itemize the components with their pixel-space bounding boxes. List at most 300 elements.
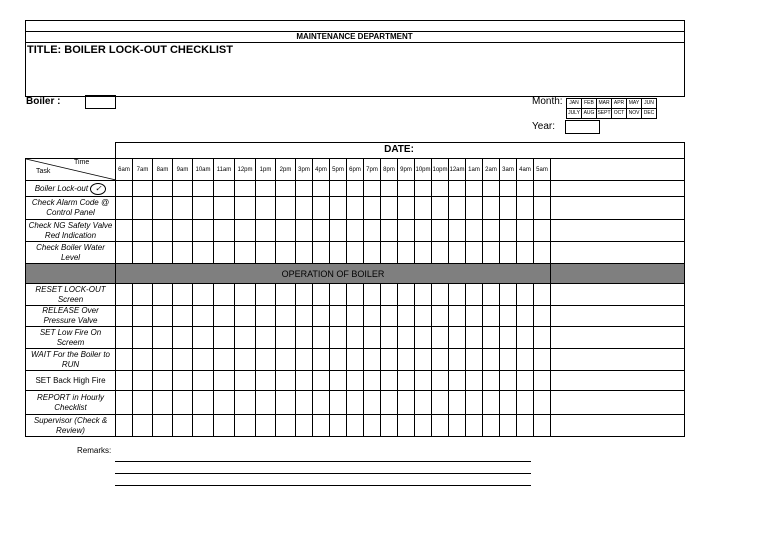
check-cell[interactable] [364,391,381,415]
remarks-line[interactable] [115,461,531,462]
remarks-label: Remarks: [77,446,112,455]
check-cell[interactable] [364,197,381,220]
check-cell[interactable] [432,415,449,437]
check-cell[interactable] [116,220,133,242]
check-cell[interactable] [500,242,517,264]
month-option[interactable]: JULY [567,109,582,119]
check-cell[interactable] [500,415,517,437]
check-cell[interactable] [153,415,173,437]
check-cell[interactable] [483,327,500,349]
remarks-line[interactable] [115,485,531,486]
check-cell[interactable] [551,349,685,371]
check-cell[interactable] [173,197,193,220]
time-header-row [26,159,685,181]
check-cell[interactable] [313,220,330,242]
check-cell[interactable] [551,181,685,197]
check-cell[interactable] [235,220,256,242]
check-cell[interactable] [364,371,381,391]
check-cell[interactable] [214,349,235,371]
check-cell[interactable] [235,415,256,437]
check-cell[interactable] [193,242,214,264]
check-cell[interactable] [500,327,517,349]
check-cell[interactable] [517,181,534,197]
check-cell[interactable] [415,242,432,264]
check-cell[interactable] [551,371,685,391]
check-cell[interactable] [398,181,415,197]
check-cell[interactable] [276,284,296,306]
check-cell[interactable] [313,197,330,220]
check-cell[interactable] [276,391,296,415]
check-cell[interactable] [235,391,256,415]
check-cell[interactable] [398,415,415,437]
check-cell[interactable] [116,327,133,349]
check-cell[interactable] [347,371,364,391]
check-cell[interactable] [256,181,276,197]
time-label: Time [74,159,90,166]
check-cell[interactable] [415,391,432,415]
check-cell[interactable] [398,391,415,415]
remarks-line[interactable] [115,473,531,474]
check-cell[interactable] [313,242,330,264]
check-cell[interactable] [313,327,330,349]
check-cell[interactable] [500,306,517,327]
check-cell[interactable] [483,391,500,415]
check-cell[interactable] [517,391,534,415]
check-cell[interactable] [153,327,173,349]
check-cell[interactable] [551,391,685,415]
check-cell[interactable] [296,284,313,306]
check-cell[interactable] [432,181,449,197]
check-cell[interactable] [432,391,449,415]
check-cell[interactable] [483,415,500,437]
task-row [26,327,685,349]
check-cell[interactable] [296,197,313,220]
check-cell[interactable] [500,371,517,391]
check-cell[interactable] [276,371,296,391]
check-cell[interactable] [330,220,347,242]
check-cell[interactable] [449,220,466,242]
check-cell[interactable] [256,371,276,391]
check-cell[interactable] [432,306,449,327]
check-cell[interactable] [116,371,133,391]
check-cell[interactable] [256,349,276,371]
check-cell[interactable] [381,371,398,391]
check-cell[interactable] [256,306,276,327]
year-input[interactable] [565,120,600,134]
check-cell[interactable] [483,181,500,197]
check-cell[interactable] [313,284,330,306]
check-cell[interactable] [214,415,235,437]
check-cell[interactable] [330,391,347,415]
check-cell[interactable] [256,415,276,437]
check-cell[interactable] [415,284,432,306]
check-cell[interactable] [449,306,466,327]
check-cell[interactable] [235,242,256,264]
check-cell[interactable] [173,415,193,437]
month-option[interactable]: FEB [582,99,597,109]
check-cell[interactable] [330,306,347,327]
check-cell[interactable] [347,181,364,197]
check-cell[interactable] [116,242,133,264]
check-cell[interactable] [364,242,381,264]
check-cell[interactable] [500,181,517,197]
check-cell[interactable] [133,371,153,391]
check-cell[interactable] [449,284,466,306]
check-cell[interactable] [193,415,214,437]
month-option[interactable]: SEPT [597,109,612,119]
check-cell[interactable] [551,327,685,349]
check-cell[interactable] [551,220,685,242]
check-cell[interactable] [347,220,364,242]
check-cell[interactable] [153,371,173,391]
check-cell[interactable] [466,181,483,197]
check-cell[interactable] [133,306,153,327]
check-cell[interactable] [116,306,133,327]
check-cell[interactable] [313,371,330,391]
check-cell[interactable] [432,284,449,306]
check-cell[interactable] [153,306,173,327]
check-cell[interactable] [483,371,500,391]
check-cell[interactable] [214,284,235,306]
check-cell[interactable] [517,415,534,437]
check-cell[interactable] [517,327,534,349]
check-cell[interactable] [153,284,173,306]
check-cell[interactable] [116,284,133,306]
check-cell[interactable] [381,349,398,371]
check-cell[interactable] [534,327,551,349]
month-option[interactable]: MAY [627,99,642,109]
check-cell[interactable] [534,242,551,264]
check-cell[interactable] [193,327,214,349]
check-cell[interactable] [466,349,483,371]
check-cell[interactable] [551,284,685,306]
check-cell[interactable] [449,415,466,437]
check-cell[interactable] [347,306,364,327]
check-cell[interactable] [432,371,449,391]
check-cell[interactable] [432,242,449,264]
time-task-corner [26,159,116,181]
check-cell[interactable] [534,391,551,415]
check-cell[interactable] [347,242,364,264]
check-cell[interactable] [153,242,173,264]
check-cell[interactable] [296,181,313,197]
check-cell[interactable] [313,349,330,371]
check-cell[interactable] [116,349,133,371]
check-cell[interactable] [534,284,551,306]
check-cell[interactable] [276,327,296,349]
check-cell[interactable] [415,415,432,437]
check-cell[interactable] [214,242,235,264]
check-cell[interactable] [173,242,193,264]
check-cell[interactable] [347,391,364,415]
check-cell[interactable] [466,220,483,242]
check-cell[interactable] [296,220,313,242]
check-cell[interactable] [432,197,449,220]
check-cell[interactable] [466,242,483,264]
check-cell[interactable] [153,181,173,197]
check-cell[interactable] [551,197,685,220]
check-cell[interactable] [235,371,256,391]
check-cell[interactable] [296,327,313,349]
check-cell[interactable] [381,415,398,437]
check-cell[interactable] [313,181,330,197]
check-cell[interactable] [347,284,364,306]
check-cell[interactable] [133,349,153,371]
check-cell[interactable] [381,284,398,306]
check-cell[interactable] [449,327,466,349]
check-cell[interactable] [381,181,398,197]
check-cell[interactable] [449,197,466,220]
check-cell[interactable] [466,391,483,415]
check-cell[interactable] [133,181,153,197]
check-cell[interactable] [398,306,415,327]
check-cell[interactable] [256,197,276,220]
check-cell[interactable] [364,306,381,327]
check-cell[interactable] [415,181,432,197]
check-cell[interactable] [398,220,415,242]
check-cell[interactable] [296,391,313,415]
check-cell[interactable] [173,391,193,415]
check-cell[interactable] [517,371,534,391]
check-cell[interactable] [347,197,364,220]
month-option[interactable]: DEC [642,109,657,119]
check-cell[interactable] [483,220,500,242]
check-cell[interactable] [256,391,276,415]
check-cell[interactable] [500,197,517,220]
check-cell[interactable] [214,306,235,327]
check-cell[interactable] [214,197,235,220]
check-cell[interactable] [534,371,551,391]
check-cell[interactable] [133,284,153,306]
check-cell[interactable] [449,371,466,391]
check-cell[interactable] [173,306,193,327]
check-cell[interactable] [193,391,214,415]
check-cell[interactable] [235,306,256,327]
month-option[interactable]: AUG [582,109,597,119]
check-cell[interactable] [235,284,256,306]
check-cell[interactable] [313,306,330,327]
check-cell[interactable] [256,220,276,242]
check-cell[interactable] [534,181,551,197]
check-cell[interactable] [330,284,347,306]
check-cell[interactable] [364,220,381,242]
check-cell[interactable] [483,306,500,327]
check-cell[interactable] [235,327,256,349]
check-cell[interactable] [432,220,449,242]
check-cell[interactable] [133,197,153,220]
check-cell[interactable] [276,242,296,264]
check-cell[interactable] [173,349,193,371]
check-cell[interactable] [364,415,381,437]
check-cell[interactable] [193,181,214,197]
check-cell[interactable] [153,220,173,242]
check-cell[interactable] [398,327,415,349]
check-cell[interactable] [483,284,500,306]
check-cell[interactable] [330,327,347,349]
month-option[interactable]: APR [612,99,627,109]
task-label: Supervisor (Check & Review) [33,415,108,435]
check-cell[interactable] [517,349,534,371]
check-cell[interactable] [398,349,415,371]
check-cell[interactable] [276,306,296,327]
task-cell [26,220,116,242]
check-cell[interactable] [116,415,133,437]
check-cell[interactable] [415,197,432,220]
check-cell[interactable] [449,242,466,264]
check-cell[interactable] [133,242,153,264]
check-cell[interactable] [364,327,381,349]
check-cell[interactable] [517,284,534,306]
check-cell[interactable] [381,391,398,415]
check-cell[interactable] [347,327,364,349]
check-cell[interactable] [133,220,153,242]
check-cell[interactable] [193,371,214,391]
check-cell[interactable] [235,181,256,197]
check-cell[interactable] [116,197,133,220]
check-cell[interactable] [534,306,551,327]
check-cell[interactable] [193,349,214,371]
check-cell[interactable] [193,197,214,220]
check-cell[interactable] [483,349,500,371]
check-cell[interactable] [116,391,133,415]
check-cell[interactable] [133,391,153,415]
check-cell[interactable] [214,391,235,415]
check-cell[interactable] [517,197,534,220]
check-cell[interactable] [276,349,296,371]
check-cell[interactable] [398,242,415,264]
check-cell[interactable] [173,284,193,306]
check-cell[interactable] [153,391,173,415]
check-cell[interactable] [381,242,398,264]
check-cell[interactable] [133,327,153,349]
check-cell[interactable] [214,327,235,349]
check-cell[interactable] [193,306,214,327]
boiler-input[interactable] [85,95,116,109]
check-cell[interactable] [276,220,296,242]
check-cell[interactable] [276,197,296,220]
check-cell[interactable] [415,306,432,327]
check-cell[interactable] [432,327,449,349]
check-cell[interactable] [381,327,398,349]
check-cell[interactable] [551,415,685,437]
check-cell[interactable] [381,220,398,242]
check-cell[interactable] [415,220,432,242]
check-cell[interactable] [193,284,214,306]
check-cell[interactable] [517,242,534,264]
check-cell[interactable] [534,349,551,371]
check-cell[interactable] [364,181,381,197]
check-cell[interactable] [153,349,173,371]
check-cell[interactable] [214,181,235,197]
check-cell[interactable] [415,349,432,371]
check-cell[interactable] [415,371,432,391]
check-cell[interactable] [534,197,551,220]
check-cell[interactable] [500,220,517,242]
check-cell[interactable] [466,306,483,327]
check-cell[interactable] [330,349,347,371]
check-cell[interactable] [534,415,551,437]
check-cell[interactable] [398,284,415,306]
check-cell[interactable] [296,349,313,371]
check-cell[interactable] [235,197,256,220]
check-cell[interactable] [193,220,214,242]
check-cell[interactable] [364,349,381,371]
check-cell[interactable] [534,220,551,242]
check-cell[interactable] [153,197,173,220]
month-option[interactable]: OCT [612,109,627,119]
check-cell[interactable] [276,415,296,437]
check-cell[interactable] [551,306,685,327]
check-cell[interactable] [517,220,534,242]
check-cell[interactable] [466,327,483,349]
check-cell[interactable] [398,197,415,220]
check-cell[interactable] [517,306,534,327]
check-cell[interactable] [330,181,347,197]
check-cell[interactable] [173,327,193,349]
check-cell[interactable] [296,242,313,264]
check-cell[interactable] [173,181,193,197]
check-cell[interactable] [381,306,398,327]
check-cell[interactable] [364,284,381,306]
time-column-header: 6pm [347,159,364,181]
check-cell[interactable] [296,415,313,437]
check-cell[interactable] [313,391,330,415]
check-cell[interactable] [500,284,517,306]
check-cell[interactable] [214,371,235,391]
check-cell[interactable] [381,197,398,220]
check-cell[interactable] [173,220,193,242]
check-cell[interactable] [330,197,347,220]
check-cell[interactable] [330,242,347,264]
check-cell[interactable] [500,349,517,371]
check-cell[interactable] [483,242,500,264]
check-cell[interactable] [432,349,449,371]
check-cell[interactable] [347,415,364,437]
check-cell[interactable] [483,197,500,220]
check-cell[interactable] [449,181,466,197]
check-cell[interactable] [330,415,347,437]
month-option[interactable]: NOV [627,109,642,119]
check-cell[interactable] [276,181,296,197]
check-cell[interactable] [173,371,193,391]
check-cell[interactable] [296,306,313,327]
check-cell[interactable] [313,415,330,437]
check-cell[interactable] [214,220,235,242]
check-cell[interactable] [449,349,466,371]
check-cell[interactable] [466,284,483,306]
check-cell[interactable] [256,242,276,264]
check-cell[interactable] [466,197,483,220]
month-option[interactable]: JUN [642,99,657,109]
check-cell[interactable] [500,391,517,415]
check-cell[interactable] [398,371,415,391]
check-cell[interactable] [330,371,347,391]
check-cell[interactable] [256,284,276,306]
check-cell[interactable] [347,349,364,371]
check-cell[interactable] [256,327,276,349]
check-cell[interactable] [133,415,153,437]
month-option[interactable]: MAR [597,99,612,109]
month-option[interactable]: JAN [567,99,582,109]
check-cell[interactable] [551,242,685,264]
check-cell[interactable] [296,371,313,391]
check-cell[interactable] [466,371,483,391]
check-cell[interactable] [449,391,466,415]
check-cell[interactable] [235,349,256,371]
check-cell[interactable] [415,327,432,349]
check-cell[interactable] [466,415,483,437]
check-cell[interactable] [116,181,133,197]
